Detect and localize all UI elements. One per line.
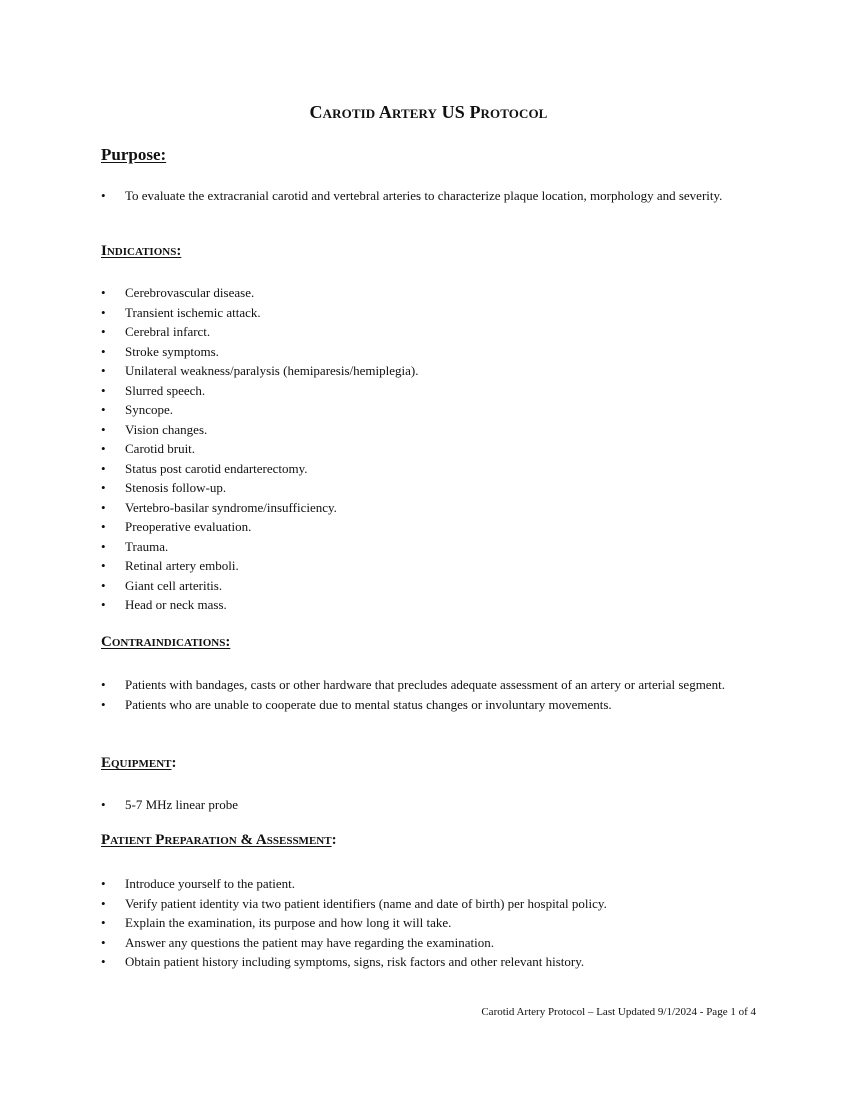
bullet-icon: • xyxy=(101,915,106,930)
list-item-text: Obtain patient history including symptoms, signs, risk factors and other relevant history. xyxy=(125,954,585,969)
list-item xyxy=(101,675,741,695)
list-item-text: Answer any questions the patient may have regarding the examination. xyxy=(125,934,494,950)
bullet-icon: • xyxy=(101,421,106,437)
list-item-text: Carotid bruit. xyxy=(125,441,196,456)
list-item xyxy=(101,913,741,933)
list-item xyxy=(101,459,741,479)
list-item xyxy=(101,303,741,323)
list-item xyxy=(101,498,741,518)
bullet-icon: • xyxy=(101,577,106,593)
list-item-text: Cerebrovascular disease. xyxy=(125,285,255,300)
list-item-text: Vertebro-basilar syndrome/insufficiency. xyxy=(125,499,337,515)
bullet-icon: • xyxy=(101,480,106,495)
contraindications-heading: Contraindications: xyxy=(101,634,231,650)
list-item-text: Transient ischemic attack. xyxy=(125,304,261,320)
bullet-icon: • xyxy=(101,402,106,417)
list-item-text: Giant cell arteritis. xyxy=(125,577,223,593)
list-item xyxy=(101,361,741,381)
purpose-list xyxy=(101,186,741,206)
bullet-icon: • xyxy=(101,797,106,812)
indications-list xyxy=(101,283,741,615)
list-item xyxy=(101,894,741,914)
list-item xyxy=(101,186,741,206)
equipment-heading-text: Equipment xyxy=(101,755,172,771)
list-item xyxy=(101,576,741,596)
list-item xyxy=(101,400,741,420)
bullet-icon: • xyxy=(101,934,106,950)
list-item-text: Explain the examination, its purpose and how long it will take. xyxy=(125,915,452,930)
bullet-icon: • xyxy=(101,954,106,969)
list-item xyxy=(101,322,741,342)
list-item xyxy=(101,537,741,557)
list-item-text: Stenosis follow-up. xyxy=(125,480,227,495)
bullet-icon: • xyxy=(101,324,106,339)
list-item-text: Stroke symptoms. xyxy=(125,343,219,359)
patient-preparation-heading xyxy=(101,832,337,849)
list-item xyxy=(101,556,741,576)
equipment-list xyxy=(101,795,741,815)
list-item xyxy=(101,695,741,715)
bullet-icon: • xyxy=(101,188,106,203)
document-title: Carotid Artery US Protocol xyxy=(309,102,548,122)
patient-preparation-heading-colon: : xyxy=(331,832,337,848)
bullet-icon: • xyxy=(101,519,106,534)
bullet-icon: • xyxy=(101,363,106,378)
bullet-icon: • xyxy=(101,382,106,398)
list-item-text: Slurred speech. xyxy=(125,382,206,398)
list-item xyxy=(101,952,741,972)
list-item-text: Trauma. xyxy=(125,538,169,554)
list-item-text: Head or neck mass. xyxy=(125,597,227,612)
list-item-text: Cerebral infarct. xyxy=(125,324,211,339)
page-footer: Carotid Artery Protocol – Last Updated 9/1/2024 - Page 1 of 4 xyxy=(481,1006,756,1018)
list-item-text: Status post carotid endarterectomy. xyxy=(125,460,308,476)
list-item-text: Introduce yourself to the patient. xyxy=(125,876,296,891)
bullet-icon: • xyxy=(101,677,106,692)
list-item xyxy=(101,381,741,401)
list-item xyxy=(101,283,741,303)
bullet-icon: • xyxy=(101,460,106,476)
list-item-text: Vision changes. xyxy=(125,421,208,437)
list-item xyxy=(101,439,741,459)
equipment-heading-colon: : xyxy=(171,755,177,771)
bullet-icon: • xyxy=(101,343,106,359)
bullet-icon: • xyxy=(101,499,106,515)
list-item xyxy=(101,420,741,440)
bullet-icon: • xyxy=(101,441,106,456)
bullet-icon: • xyxy=(101,304,106,320)
indications-heading: Indications: xyxy=(101,243,182,259)
patient-preparation-heading-text: Patient Preparation & Assessment xyxy=(101,832,332,848)
list-item-text: Patients with bandages, casts or other hardware that precludes adequate assessment of an artery or arterial segment. xyxy=(125,677,725,692)
list-item-text: Preoperative evaluation. xyxy=(125,519,252,534)
bullet-icon: • xyxy=(101,895,106,911)
list-item xyxy=(101,933,741,953)
list-item-text: To evaluate the extracranial carotid and vertebral arteries to characterize plaque location, morphology and severity. xyxy=(125,188,723,203)
list-item xyxy=(101,478,741,498)
purpose-heading: Purpose: xyxy=(101,145,167,164)
list-item-text: Retinal artery emboli. xyxy=(125,558,239,573)
patient-preparation-list xyxy=(101,874,741,972)
contraindications-list xyxy=(101,675,741,714)
list-item xyxy=(101,517,741,537)
list-item-text: Verify patient identity via two patient identifiers (name and date of birth) per hospital policy. xyxy=(125,895,607,911)
bullet-icon: • xyxy=(101,538,106,554)
list-item xyxy=(101,795,741,815)
list-item-text: Syncope. xyxy=(125,402,174,417)
list-item xyxy=(101,342,741,362)
list-item-text: 5-7 MHz linear probe xyxy=(125,797,238,812)
list-item xyxy=(101,874,741,894)
list-item-text: Patients who are unable to cooperate due to mental status changes or involuntary movements. xyxy=(125,696,612,712)
list-item xyxy=(101,595,741,615)
bullet-icon: • xyxy=(101,597,106,612)
equipment-heading xyxy=(101,755,177,772)
list-item-text: Unilateral weakness/paralysis (hemiparesis/hemiplegia). xyxy=(125,363,419,378)
bullet-icon: • xyxy=(101,285,106,300)
bullet-icon: • xyxy=(101,696,106,712)
bullet-icon: • xyxy=(101,558,106,573)
bullet-icon: • xyxy=(101,876,106,891)
